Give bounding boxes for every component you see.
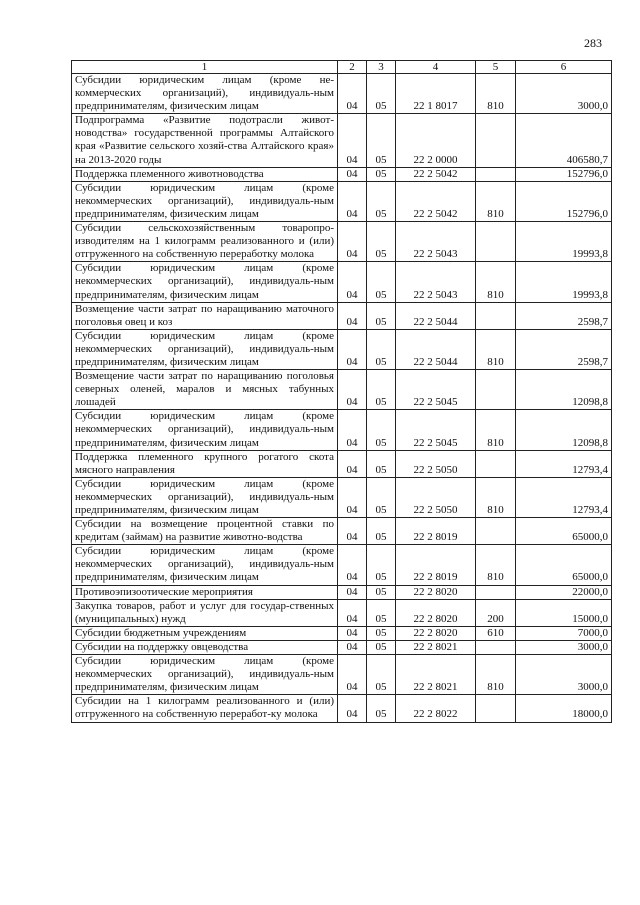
amount: 3000,0 xyxy=(516,655,612,695)
target-article-code: 22 1 8017 xyxy=(396,74,476,114)
amount: 12098,8 xyxy=(516,370,612,410)
header-cell: 3 xyxy=(367,61,396,74)
row-description: Субсидии юридическим лицам (кроме не-коммерческих организаций), индивидуаль-ным предпринимателям, физическим лицам xyxy=(72,74,338,114)
subsection-code: 05 xyxy=(367,114,396,167)
subsection-code: 05 xyxy=(367,370,396,410)
row-description: Поддержка племенного животноводства xyxy=(72,167,338,181)
target-article-code: 22 2 5045 xyxy=(396,370,476,410)
subsection-code: 05 xyxy=(367,599,396,626)
expense-type-code xyxy=(476,518,516,545)
expense-type-code: 810 xyxy=(476,655,516,695)
section-code: 04 xyxy=(338,640,367,654)
row-description: Закупка товаров, работ и услуг для государ-ственных (муниципальных) нужд xyxy=(72,599,338,626)
subsection-code: 05 xyxy=(367,640,396,654)
section-code: 04 xyxy=(338,450,367,477)
amount: 22000,0 xyxy=(516,585,612,599)
section-code: 04 xyxy=(338,518,367,545)
table-body xyxy=(72,74,612,723)
expense-type-code: 200 xyxy=(476,599,516,626)
target-article-code: 22 2 5050 xyxy=(396,477,476,517)
amount: 19993,8 xyxy=(516,262,612,302)
table-row xyxy=(72,695,612,722)
expense-type-code xyxy=(476,640,516,654)
table-row xyxy=(72,626,612,640)
header-cell: 5 xyxy=(476,61,516,74)
expense-type-code: 810 xyxy=(476,410,516,450)
table-row xyxy=(72,599,612,626)
section-code: 04 xyxy=(338,262,367,302)
expense-type-code: 810 xyxy=(476,477,516,517)
expense-type-code xyxy=(476,114,516,167)
header-cell: 1 xyxy=(72,61,338,74)
expense-type-code xyxy=(476,585,516,599)
subsection-code: 05 xyxy=(367,585,396,599)
target-article-code: 22 2 5042 xyxy=(396,181,476,221)
subsection-code: 05 xyxy=(367,181,396,221)
target-article-code: 22 2 5045 xyxy=(396,410,476,450)
table-row xyxy=(72,222,612,262)
target-article-code: 22 2 5043 xyxy=(396,262,476,302)
table-row xyxy=(72,585,612,599)
section-code: 04 xyxy=(338,222,367,262)
section-code: 04 xyxy=(338,74,367,114)
row-description: Субсидии юридическим лицам (кроме некоммерческих организаций), индивидуаль-ным предпринимателям, физическим лицам xyxy=(72,262,338,302)
expense-type-code: 610 xyxy=(476,626,516,640)
row-description: Субсидии на поддержку овцеводства xyxy=(72,640,338,654)
target-article-code: 22 2 5042 xyxy=(396,167,476,181)
section-code: 04 xyxy=(338,655,367,695)
subsection-code: 05 xyxy=(367,329,396,369)
section-code: 04 xyxy=(338,302,367,329)
subsection-code: 05 xyxy=(367,410,396,450)
budget-table xyxy=(71,60,612,723)
row-description: Возмещение части затрат по наращиванию поголовья северных оленей, маралов и мясных табунных лошадей xyxy=(72,370,338,410)
header-cell: 2 xyxy=(338,61,367,74)
table-row xyxy=(72,181,612,221)
row-description: Субсидии на 1 килограмм реализованного и (или) отгруженного на собственную переработ-ку молока xyxy=(72,695,338,722)
amount: 15000,0 xyxy=(516,599,612,626)
section-code: 04 xyxy=(338,626,367,640)
amount: 2598,7 xyxy=(516,329,612,369)
expense-type-code xyxy=(476,450,516,477)
amount: 406580,7 xyxy=(516,114,612,167)
expense-type-code: 810 xyxy=(476,74,516,114)
section-code: 04 xyxy=(338,545,367,585)
row-description: Субсидии юридическим лицам (кроме некоммерческих организаций), индивидуаль-ным предпринимателям, физическим лицам xyxy=(72,545,338,585)
row-description: Субсидии на возмещение процентной ставки по кредитам (займам) на развитие животно-водства xyxy=(72,518,338,545)
amount: 3000,0 xyxy=(516,640,612,654)
target-article-code: 22 2 5044 xyxy=(396,329,476,369)
table-row xyxy=(72,450,612,477)
target-article-code: 22 2 8020 xyxy=(396,599,476,626)
table-row xyxy=(72,655,612,695)
row-description: Субсидии юридическим лицам (кроме некоммерческих организаций), индивидуаль-ным предпринимателям, физическим лицам xyxy=(72,181,338,221)
table-row xyxy=(72,370,612,410)
target-article-code: 22 2 5044 xyxy=(396,302,476,329)
expense-type-code xyxy=(476,302,516,329)
section-code: 04 xyxy=(338,695,367,722)
section-code: 04 xyxy=(338,585,367,599)
subsection-code: 05 xyxy=(367,626,396,640)
section-code: 04 xyxy=(338,329,367,369)
table-row xyxy=(72,262,612,302)
subsection-code: 05 xyxy=(367,262,396,302)
amount: 65000,0 xyxy=(516,518,612,545)
row-description: Противоэпизоотические мероприятия xyxy=(72,585,338,599)
amount: 2598,7 xyxy=(516,302,612,329)
amount: 7000,0 xyxy=(516,626,612,640)
row-description: Субсидии юридическим лицам (кроме некоммерческих организаций), индивидуаль-ным предпринимателям, физическим лицам xyxy=(72,410,338,450)
target-article-code: 22 2 5043 xyxy=(396,222,476,262)
table-row xyxy=(72,518,612,545)
row-description: Субсидии сельскохозяйственным товаропро-изводителям на 1 килограмм реализованного и (или) отгруженного на собственную переработку молока xyxy=(72,222,338,262)
section-code: 04 xyxy=(338,599,367,626)
subsection-code: 05 xyxy=(367,302,396,329)
expense-type-code xyxy=(476,695,516,722)
table-row xyxy=(72,167,612,181)
amount: 65000,0 xyxy=(516,545,612,585)
section-code: 04 xyxy=(338,477,367,517)
amount: 12793,4 xyxy=(516,477,612,517)
amount: 12098,8 xyxy=(516,410,612,450)
expense-type-code xyxy=(476,167,516,181)
target-article-code: 22 2 5050 xyxy=(396,450,476,477)
expense-type-code: 810 xyxy=(476,329,516,369)
table-row xyxy=(72,640,612,654)
header-row xyxy=(72,61,612,74)
expense-type-code: 810 xyxy=(476,545,516,585)
table-row xyxy=(72,477,612,517)
page-number: 283 xyxy=(584,36,602,50)
section-code: 04 xyxy=(338,370,367,410)
subsection-code: 05 xyxy=(367,477,396,517)
row-description: Субсидии бюджетным учреждениям xyxy=(72,626,338,640)
row-description: Возмещение части затрат по наращиванию маточного поголовья овец и коз xyxy=(72,302,338,329)
target-article-code: 22 2 8019 xyxy=(396,518,476,545)
table-row xyxy=(72,329,612,369)
subsection-code: 05 xyxy=(367,518,396,545)
subsection-code: 05 xyxy=(367,545,396,585)
subsection-code: 05 xyxy=(367,695,396,722)
amount: 12793,4 xyxy=(516,450,612,477)
amount: 18000,0 xyxy=(516,695,612,722)
subsection-code: 05 xyxy=(367,74,396,114)
row-description: Подпрограмма «Развитие подотрасли живот-новодства» государственной программы Алтайского края «Развитие сельского хозяй-ства Алтайского края» на 2013-2020 годы xyxy=(72,114,338,167)
expense-type-code: 810 xyxy=(476,262,516,302)
row-description: Поддержка племенного крупного рогатого скота мясного направления xyxy=(72,450,338,477)
table-row xyxy=(72,410,612,450)
target-article-code: 22 2 8020 xyxy=(396,626,476,640)
header-cell: 4 xyxy=(396,61,476,74)
expense-type-code: 810 xyxy=(476,181,516,221)
section-code: 04 xyxy=(338,114,367,167)
section-code: 04 xyxy=(338,410,367,450)
expense-type-code xyxy=(476,370,516,410)
subsection-code: 05 xyxy=(367,222,396,262)
table-row xyxy=(72,302,612,329)
target-article-code: 22 2 8021 xyxy=(396,640,476,654)
section-code: 04 xyxy=(338,181,367,221)
table-row xyxy=(72,545,612,585)
table-row xyxy=(72,114,612,167)
target-article-code: 22 2 8019 xyxy=(396,545,476,585)
section-code: 04 xyxy=(338,167,367,181)
header-cell: 6 xyxy=(516,61,612,74)
subsection-code: 05 xyxy=(367,655,396,695)
row-description: Субсидии юридическим лицам (кроме некоммерческих организаций), индивидуаль-ным предпринимателям, физическим лицам xyxy=(72,477,338,517)
amount: 3000,0 xyxy=(516,74,612,114)
amount: 19993,8 xyxy=(516,222,612,262)
amount: 152796,0 xyxy=(516,181,612,221)
row-description: Субсидии юридическим лицам (кроме некоммерческих организаций), индивидуаль-ным предпринимателям, физическим лицам xyxy=(72,655,338,695)
table-row xyxy=(72,74,612,114)
target-article-code: 22 2 8021 xyxy=(396,655,476,695)
amount: 152796,0 xyxy=(516,167,612,181)
target-article-code: 22 2 8020 xyxy=(396,585,476,599)
target-article-code: 22 2 0000 xyxy=(396,114,476,167)
table-header xyxy=(72,61,612,74)
row-description: Субсидии юридическим лицам (кроме некоммерческих организаций), индивидуаль-ным предпринимателям, физическим лицам xyxy=(72,329,338,369)
subsection-code: 05 xyxy=(367,450,396,477)
target-article-code: 22 2 8022 xyxy=(396,695,476,722)
subsection-code: 05 xyxy=(367,167,396,181)
expense-type-code xyxy=(476,222,516,262)
